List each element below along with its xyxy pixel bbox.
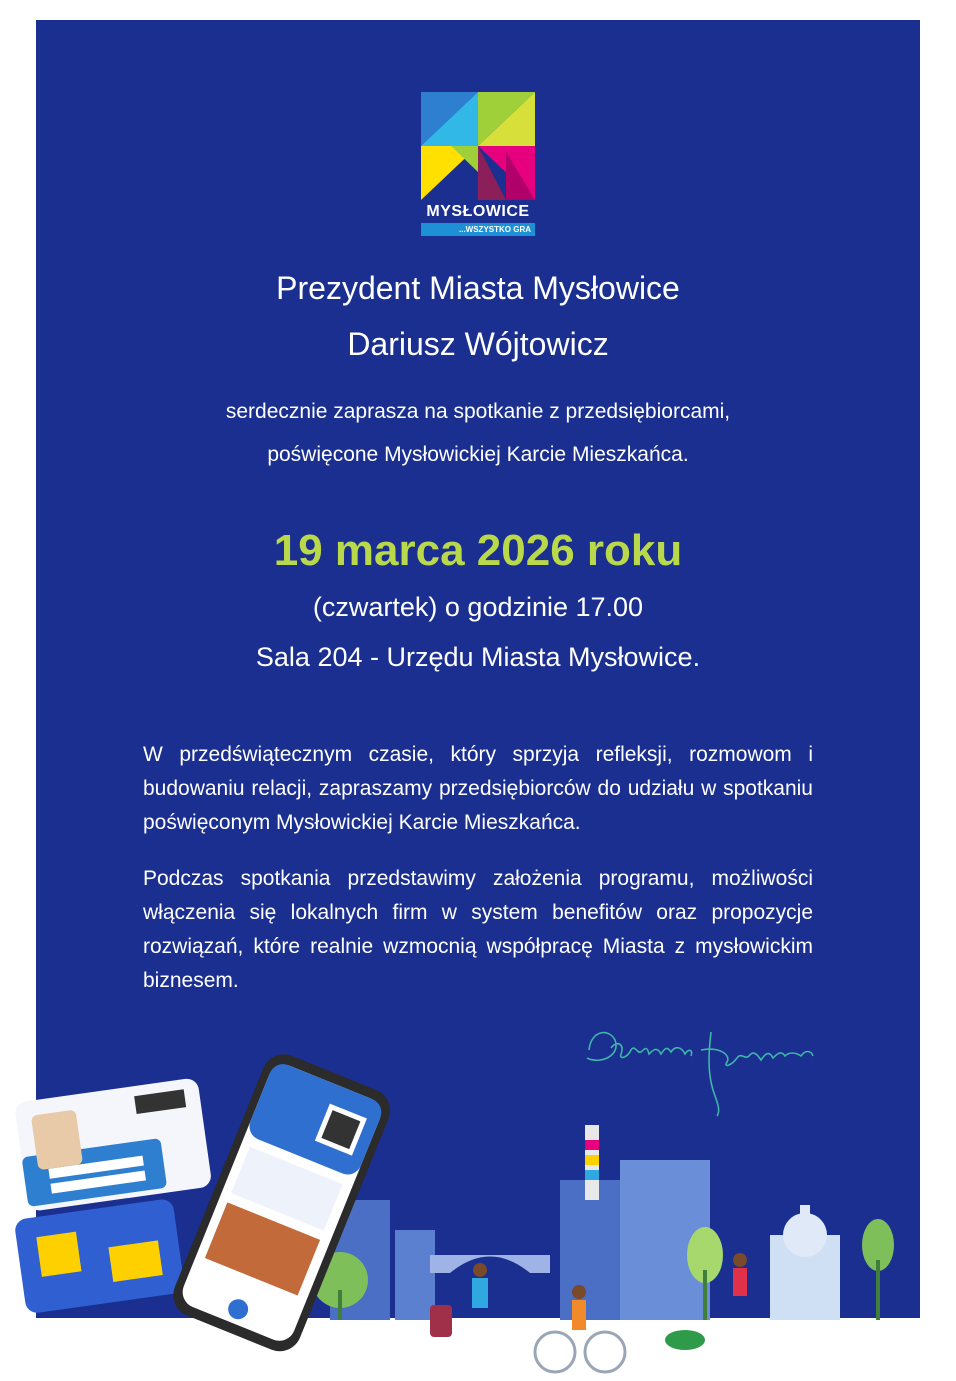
city-illustration — [0, 1030, 956, 1381]
invite-line-1: serdecznie zaprasza na spotkanie z przedsiębiorcami, — [225, 400, 731, 423]
header-title: Prezydent Miasta Mysłowice — [276, 270, 680, 306]
logo-city-name: MYSŁOWICE — [426, 203, 530, 220]
logo-tagline: ...WSZYSTKO GRA — [421, 223, 535, 236]
event-date: 19 marca 2026 roku — [273, 526, 683, 575]
logo-mark-icon — [421, 92, 535, 200]
event-place: Sala 204 - Urzędu Miasta Mysłowice. — [255, 642, 701, 672]
event-time: (czwartek) o godzinie 17.00 — [312, 592, 644, 622]
invite-line-2: poświęcone Mysłowickiej Karcie Mieszkańca. — [267, 443, 689, 466]
body-paragraph-2: Podczas spotkania przedstawimy założenia programu, możliwości włączenia się lokalnych firm w system benefitów oraz propozycje rozwiązań, które realnie wzmocnią współpracę Miasta z mysłowickim biznesem. — [143, 867, 813, 992]
header-name: Dariusz Wójtowicz — [347, 326, 609, 362]
body-paragraph-1: W przedświątecznym czasie, który sprzyja refleksji, rozmowom i budowaniu relacji, zapraszamy przedsiębiorców do udziału w spotkaniu poświęconym Mysłowickiej Karcie Mieszkańca. — [143, 743, 813, 834]
city-logo — [421, 92, 535, 236]
